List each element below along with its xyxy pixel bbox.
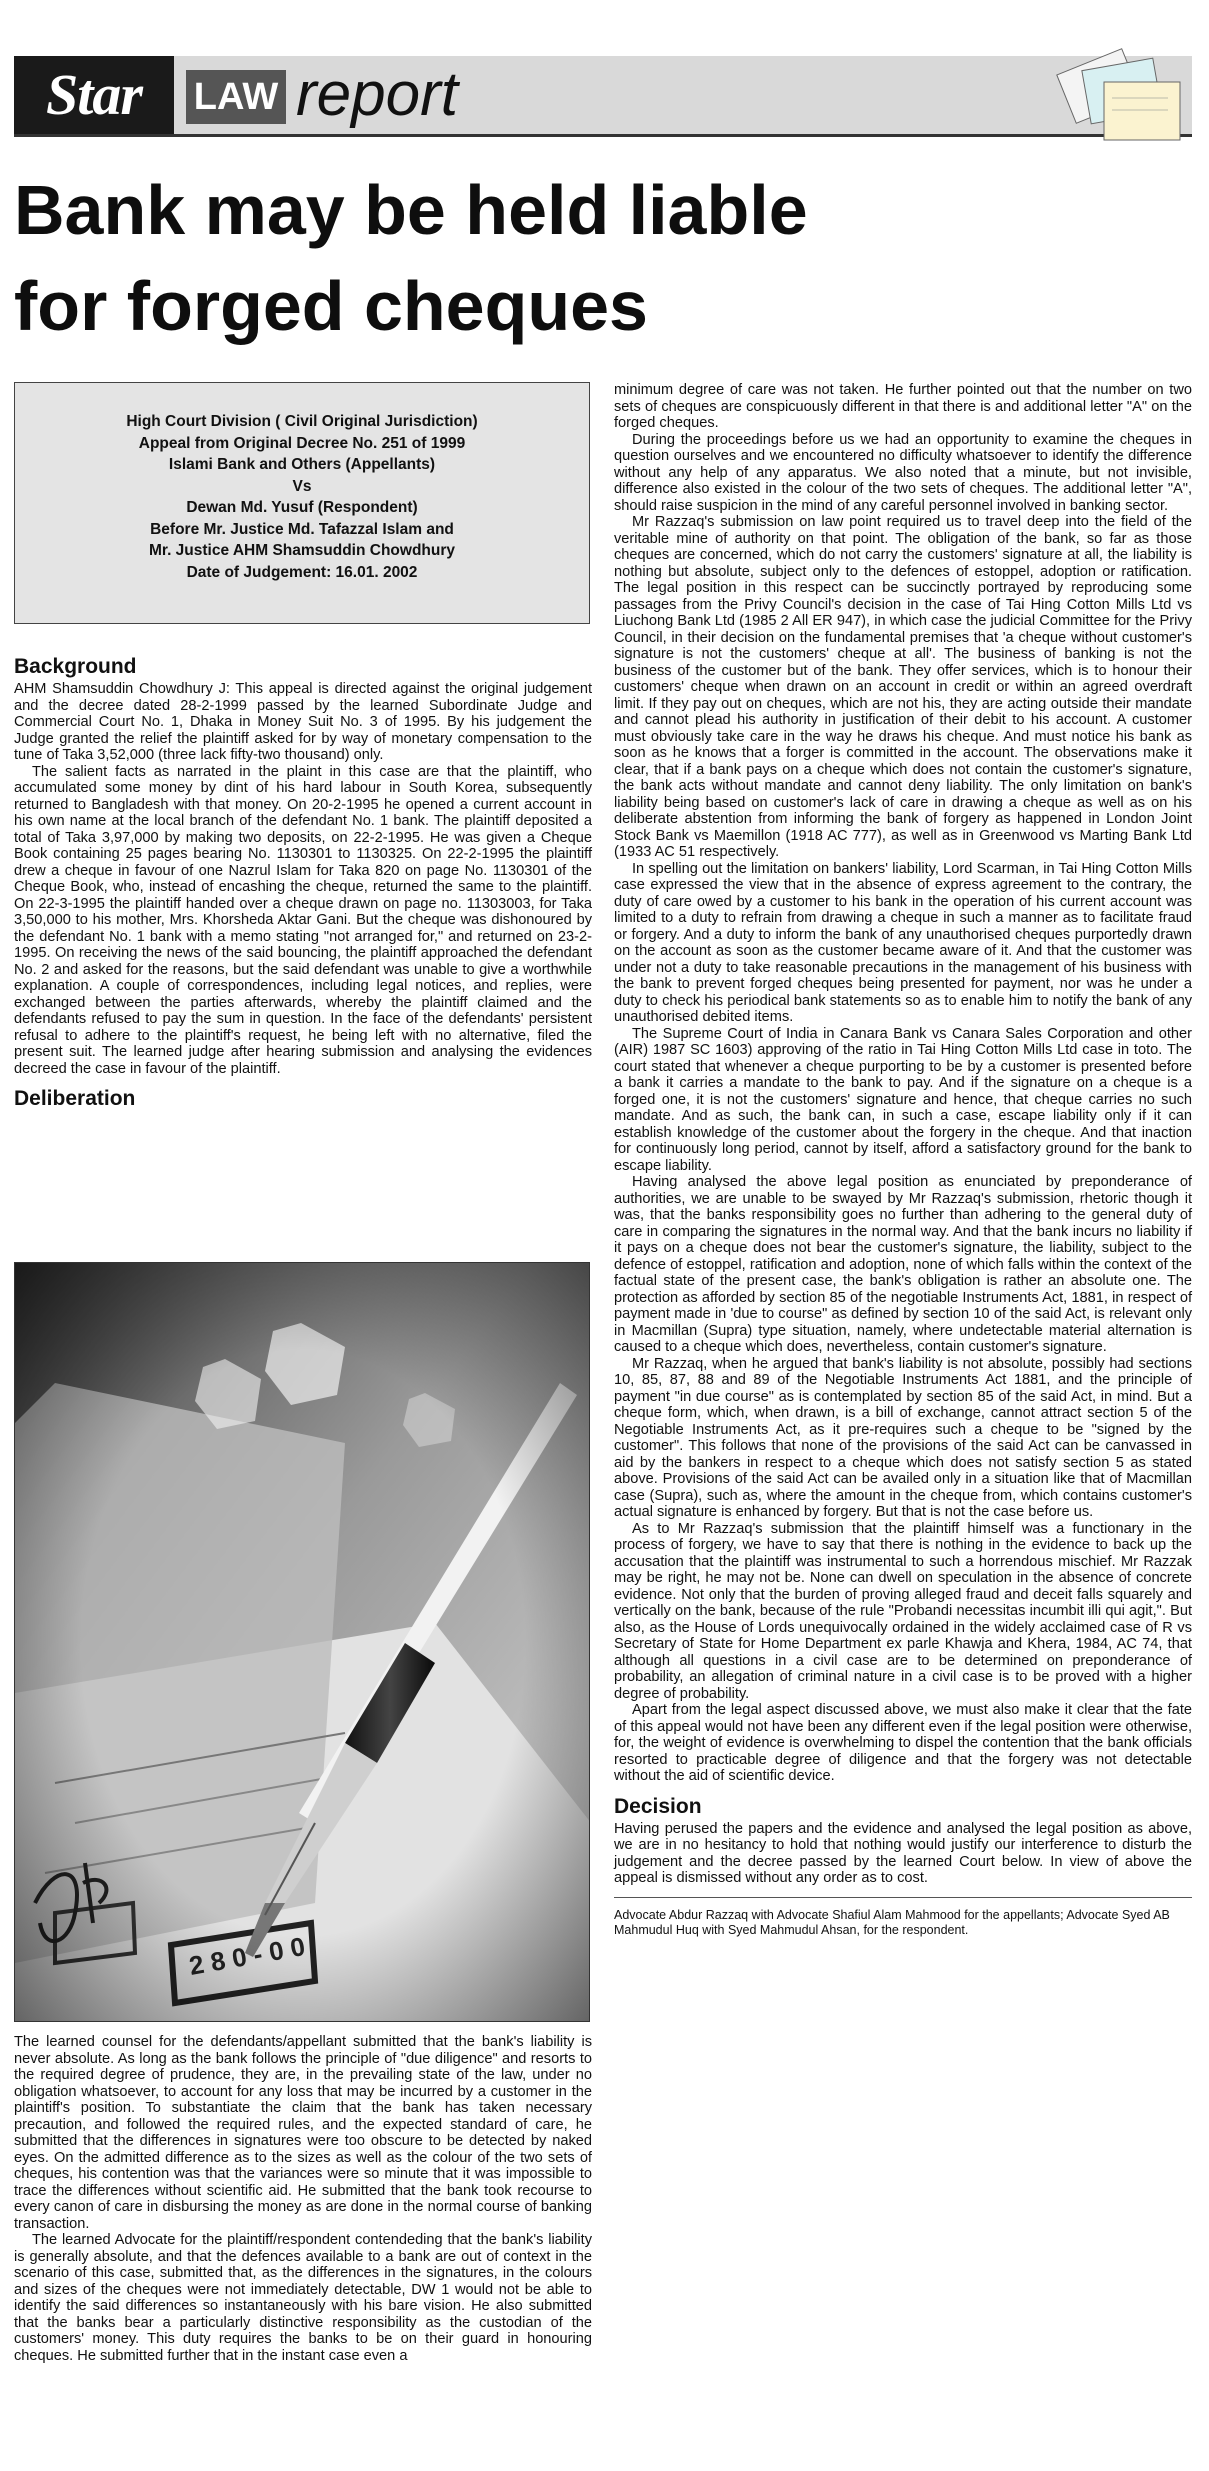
deliberation-heading: Deliberation [14, 1087, 136, 1110]
case-info-box [14, 382, 590, 624]
case-appeal-number: Appeal from Original Decree No. 251 of 1999 [138, 434, 466, 452]
case-judgement-date: Date of Judgement: 16.01. 2002 [186, 563, 418, 581]
case-respondent: Dewan Md. Yusuf (Respondent) [186, 499, 418, 516]
masthead-law-label: LAW [186, 70, 286, 124]
counsel-footnote: Advocate Abdur Razzaq with Advocate Shafiul Alam Mahmood for the appellants; Advocate Syed AB Mahmudul Huq with Syed Mahmudul Ahsan, for the respondent. [614, 1897, 1192, 1938]
deliberation-section [14, 2034, 592, 2364]
right-column [614, 382, 1192, 1938]
body-paragraph: Mr Razzaq, when he argued that bank's liability is not absolute, possibly had sections 10, 85, 87, 88 and 89 of the Negotiable Instruments Act 1881, and the principle of payment "in due course" as is contemplated by section 85 of the said Act, in mind. But a cheque form, which, when drawn, is a bill of exchange, cannot attract section 5 of the Negotiable Instruments Act, as it pre-requires such a cheque to be "signed by the customer". This follows that none of the provisions of the said Act can be canvassed in aid by the bankers in respect to a cheque which does not satisfy section 5 as stated above. Provisions of the said Act can be availed only in a situation like that of Macmillan case (Supra), such as, where the amount in the cheque from, which contains customer's actual signature is enhanced by forgery. But that is not the case before us. [614, 1355, 1192, 1520]
background-section [14, 655, 592, 1113]
background-paragraph: AHM Shamsuddin Chowdhury J: This appeal is directed against the original judgement and the decree dated 28-2-1999 passed by the learned Subordinate Judge and Commercial Court No. 1, Dhaka in Money Suit No. 3 of 1995. By his judgement the Judge granted the relief the plaintiff asked for by way of monetary compensation to the tune of Taka 3,52,000 (three lack fifty-two thousand) only. [14, 681, 592, 763]
cheque-pen-illustration [15, 1263, 590, 2022]
case-bench-1: Before Mr. Justice Md. Tafazzal Islam and [150, 520, 454, 538]
masthead-report-label: report [296, 60, 458, 129]
body-paragraph: As to Mr Razzaq's submission that the plaintiff himself was a functionary in the process of forgery, we have to say that there is nothing in the evidence to back up the accusation that the plaintiff was instrumental to such a horrendous mischief. Mr Razzak may be right, he may not be. None can dwell on speculation in the absence of concrete evidence. Not only that the burden of proving alleged fraud and deceit falls squarely and vertically on the bank, because of the rule "Probandi necessitas incumbit illi qui agit,". But also, as the House of Lords unequivocally ordained in the widely acclaimed case of R vs Secretary of State for Home Department ex parle Khawja and Khera, 1984, AC 74, that although all questions in a civil case are to be determined on preponderance of probability, an allegation of criminal nature in a civil case is to be proved with a higher degree of probability. [614, 1520, 1192, 1702]
headline-line-2: for forged cheques [14, 267, 648, 345]
case-bench-2: Mr. Justice AHM Shamsuddin Chowdhury [148, 542, 455, 559]
deliberation-paragraph: The learned Advocate for the plaintiff/respondent contendeding that the bank's liability is generally absolute, and that the defences available to a bank are out of context in the scenario of this case, submitted that, as the differences in the signatures, in the colours and sizes of the cheques were not immediately detectable, DW 1 would not be able to identify the said differences so instantaneously with his bare vision. He also submitted that the banks bear a particularly distinctive responsibility as the custodian of the customers' money. This duty requires the banks to be on their guard in honouring cheques. He submitted further that in the instant case even a [14, 2232, 592, 2364]
headline-line-1: Bank may be held liable [14, 171, 808, 249]
decision-heading: Decision [614, 1794, 702, 1818]
background-heading: Background [14, 655, 137, 678]
body-paragraph: Having analysed the above legal position as enunciated by preponderance of authorities, we are unable to be swayed by Mr Razzaq's submission, rhetoric though it was, that the banks responsibility goes no further than adhering to the general duty of care in comparing the signatures in the normal way. And that the bank incurs no liability if it pays on a cheque does not bear the customer's signature, the liability, subject to the defence of estoppel, ratification and adoption, none of which falls within the context of the factual state of the present case, the bank's obligation is rather an absolute one. The protection as afforded by section 85 of the negotiable Instruments Act, 1881, in respect of payment made in 'due to course" as defined by section 10 of the said Act, is relevant only in Macmillan (Supra) type situation, namely, where undetectable material alternation is caused to a cheque which does, nevertheless, contain customer's signature. [614, 1174, 1192, 1355]
case-versus: Vs [292, 477, 312, 495]
decision-paragraph: Having perused the papers and the evidence and analysed the legal position as above, we are in no hesitancy to hold that nothing would justify our interference to disturb the judgement and the decree passed by the learned Court below. In view of above the appeal is dismissed without any order as to cost. [614, 1820, 1192, 1886]
body-paragraph: During the proceedings before us we had an opportunity to examine the cheques in question ourselves and we encountered no difficulty whatsoever to identify the difference without any help of any apparatus. We also noted that a minute, but not invisible, difference also existed in the colour of the two sets of cheques. The additional letter "A", should raise suspicion in the mind of any careful personnel involved in banking sector. [614, 431, 1192, 514]
masthead [14, 56, 1192, 137]
body-paragraph: The Supreme Court of India in Canara Bank vs Canara Sales Corporation and other (AIR) 1987 SC 1603) approving of the ratio in Tai Hing Cotton Mills Ltd case in toto. The court stated that whenever a cheque purporting to be by a customer is presented before a bank it carries a mandate to the bank to pay. And if the signature on a cheque is a forged one, it is not the customers' signature and hence, that cheque carries no such mandate. And as such, the bank can, in such a case, escape liability only if it can establish knowledge of the customer about the forgery in the cheque. And that inaction for continuously long period, cannot by itself, afford a satisfactory ground for the bank to escape liability. [614, 1025, 1192, 1174]
body-paragraph: In spelling out the limitation on bankers' liability, Lord Scarman, in Tai Hing Cotton Mills case expressed the view that in the absence of express agreement to the contrary, the duty of care owed by a customer to his bank in the operation of his current account was limited to a duty to refrain from drawing a cheque in such a manner as to facilitate fraud or forgery. And a duty to inform the bank of any unauthorised cheques purportedly drawn on the account as soon as the customer became aware of it. And that the customer was under not a duty to take reasonable precautions in the management of his business with the bank to prevent forged cheques being presented for payment, nor was he under a duty to check his periodical bank statements so as to enable him to notify the bank of any unauthorised debited items. [614, 860, 1192, 1025]
masthead-star-logo: Star [14, 56, 174, 134]
body-paragraph: Mr Razzaq's submission on law point required us to travel deep into the field of the veritable mine of authority on that point. The obligation of the bank, so far as those cheques are concerned, which do not carry the customers' signature at all, the liability is nothing but absolute, subject only to the defences of estoppel, adoption or ratification. The legal position in this respect can be succinctly portrayed by reproducing some passages from the Privy Council's decision in the case of Tai Hing Cotton Mills Ltd vs Liuchong Bank Ltd (1985 2 All ER 947), in which case the judicial Committee for the Privy Council, in their decision on the fundamental premises that 'a cheque without customer's signature is not the customers' cheque at all'. The business of banking is not the business of the customer but of the bank. They offer services, which is to honour their customers' cheque when drawn on an account in credit or within an agreed overdraft limit. If they pay out on cheques, which are not his, they are acting outside their mandate and cannot plead his authority in justification of their debit to his account. A customer must obviously take care in the way he draws his cheque. And must notice his bank as soon as he knows that a forger is committed in the account. The observations make it clear, that if a bank pays on a cheque which does not contain the customer's signature, the bank acts without mandate and cannot deny liability. The only limitation on bank's liability being based on customer's lack of care in drawing a cheque as well as on his deliberate abstention from informing the bank of forgery as happened in London Joint Stock Bank vs Maemillon (1918 AC 777), as well as in Greenwood vs Marting Bank Ltd (1933 AC 51 respectively. [614, 514, 1192, 860]
headline [14, 162, 1114, 354]
cheque-pen-photo [14, 1262, 590, 2022]
case-appellants: Islami Bank and Others (Appellants) [168, 456, 436, 473]
case-court: High Court Division ( Civil Original Jurisdiction) [126, 413, 478, 430]
deliberation-paragraph: The learned counsel for the defendants/appellant submitted that the bank's liability is never absolute. As long as the bank follows the principle of "due diligence" and resorts to the required degree of prudence, they are, in the prevailing state of the law, under no obligation whatsoever, to account for any loss that may be incurred by a customer in the plaintiff's position. To substantiate the claim that the bank has taken necessary precaution, and followed the required rules, and the expected standard of care, he submitted that the differences in signatures were too obscure to be detected by naked eyes. On the admitted difference as to the sizes as well as the colour of the two sets of cheques, his contention was that the variances were so minute that it was impossible to trace the differences without scientific aid. He submitted that the bank took recourse to every canon of care in disbursing the money as are done in the normal course of banking transaction. [14, 2034, 592, 2232]
body-paragraph: Apart from the legal aspect discussed above, we must also make it clear that the fate of this appeal would not have been any different even if the legal position were otherwise, for, the weight of evidence is overwhelming to dispel the contention that the bank officials resorted to practicable degree of diligence and that the forgery was not detectable without the aid of scientific device. [614, 1702, 1192, 1784]
background-paragraph: The salient facts as narrated in the plaint in this case are that the plaintiff, who accumulated some money by dint of his hard labour in South Korea, subsequently returned to Bangladesh with that money. On 20-2-1995 he opened a current account in his own name at the local branch of the defendant No. 1 bank. The plaintiff deposited a total of Taka 3,97,000 by making two deposits, on 22-2-1995. He was given a Cheque Book containing 25 pages bearing No. 1130301 to 1130325. On 22-2-1995 the plaintiff drew a cheque in favour of one Nazrul Islam for Taka 820 on page No. 1130301 of the Cheque Book, who, instead of encashing the cheque, returned the same to the plaintiff. On 22-3-1995 the plaintiff handed over a cheque drawn on page no. 11303003, for Taka 3,50,000 to his mother, Mrs. Khorsheda Aktar Gani. But the cheque was dishonoured by the defendant No. 1 bank with a memo stating "not arranged for," and returned on 23-2-1995. On receiving the news of the said bouncing, the plaintiff approached the defendant No. 2 and asked for the reasons, but the said defendant was unable to give a worthwhile explanation. A couple of correspondences, including legal notices, and replies, were exchanged between the parties afterwards, whereby the plaintiff claimed and the defendants refused to pay the sum in question. In the face of the defendants' persistent refusal to adhere to the plaintiff's request, he being left with no alternative, filed the present suit. The learned judge after hearing submission and analysing the evidences decreed the case in favour of the plaintiff. [14, 763, 592, 1077]
documents-icon [1056, 38, 1186, 148]
body-paragraph: minimum degree of care was not taken. He further pointed out that the number on two sets of cheques are conspicuously different in that there is and additional letter "A" on the forged cheques. [614, 382, 1192, 431]
